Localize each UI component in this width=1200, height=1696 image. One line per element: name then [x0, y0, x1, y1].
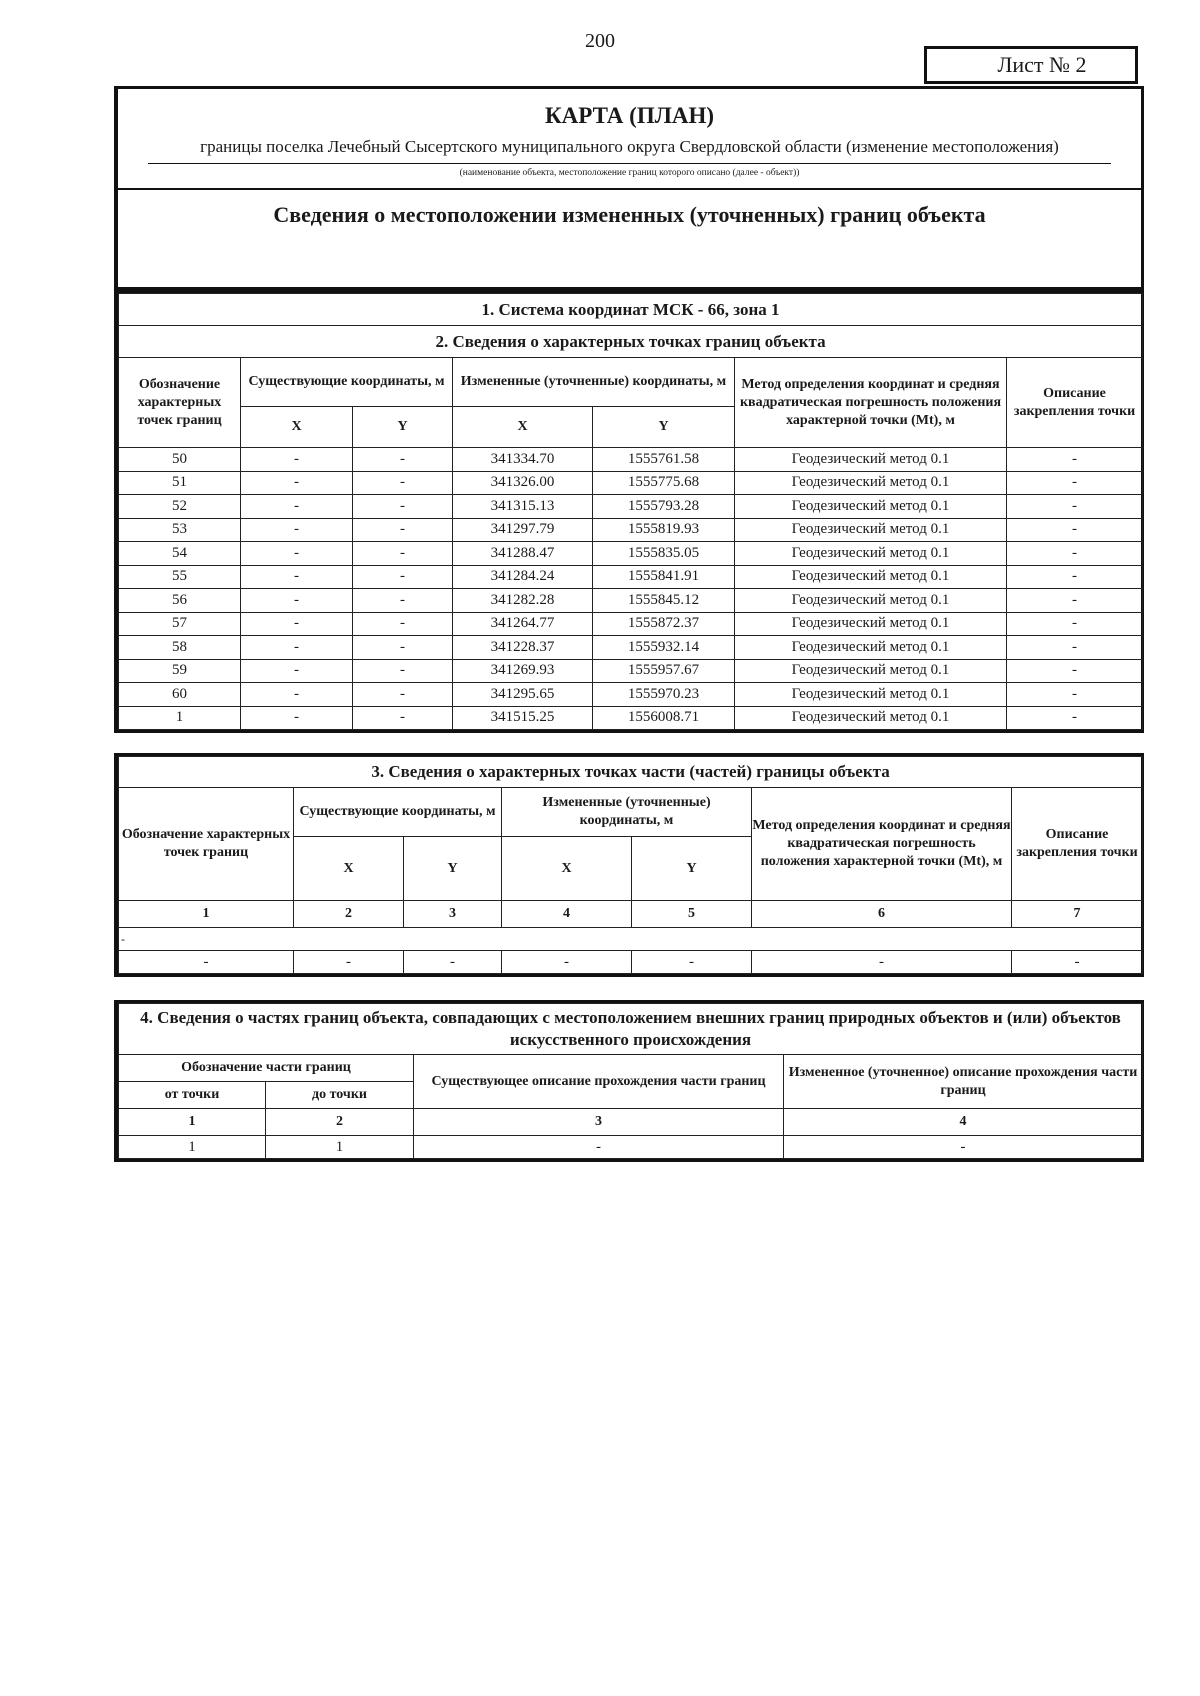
table-cell: -	[1007, 518, 1143, 542]
section-title: Сведения о местоположении измененных (уточненных) границ объекта	[273, 202, 986, 227]
table-cell: -	[1007, 471, 1143, 495]
table-cell: Геодезический метод 0.1	[735, 589, 1007, 613]
table-cell: -	[241, 565, 353, 589]
table-cell: 1555932.14	[593, 636, 735, 660]
table-cell: Геодезический метод 0.1	[735, 565, 1007, 589]
header-changed-y: Y	[632, 837, 752, 901]
object-name: границы поселка Лечебный Сысертского муниципального округа Свердловской области (изменение местоположения)	[200, 137, 1059, 156]
header-method: Метод определения координат и средняя квадратическая погрешность положения характерной точки (Mt), м	[735, 358, 1007, 448]
table-cell: -	[784, 1136, 1143, 1159]
table-cell: 341269.93	[453, 659, 593, 683]
column-number: 4	[502, 901, 632, 928]
table-cell: -	[241, 683, 353, 707]
table-cell: -	[353, 471, 453, 495]
table-cell: 59	[119, 659, 241, 683]
table-cell: -	[1007, 683, 1143, 707]
table-cell: 60	[119, 683, 241, 707]
table-cell: 1555775.68	[593, 471, 735, 495]
coordinate-system: 1. Система координат МСК - 66, зона 1	[119, 294, 1143, 326]
column-number: 6	[752, 901, 1012, 928]
table-cell: 1	[119, 706, 241, 730]
table-row	[119, 495, 1143, 519]
table-cell: -	[1007, 565, 1143, 589]
header-existing-description: Существующее описание прохождения части границ	[414, 1055, 784, 1109]
table-section-title: 2. Сведения о характерных точках границ объекта	[119, 326, 1143, 358]
table-cell: -	[241, 542, 353, 566]
table-cell: -	[241, 659, 353, 683]
table-row	[119, 589, 1143, 613]
table-cell: -	[353, 706, 453, 730]
table-cell: -	[241, 706, 353, 730]
column-number: 3	[414, 1109, 784, 1136]
table-cell: -	[353, 612, 453, 636]
table-row	[119, 448, 1143, 472]
table-section-title: 4. Сведения о частях границ объекта, совпадающих с местоположением внешних границ природных объектов и (или) объектов искусственного происхождения	[119, 1004, 1143, 1055]
table-cell: 341228.37	[453, 636, 593, 660]
table-cell: -	[1007, 612, 1143, 636]
table-cell: -	[353, 659, 453, 683]
table-cell: -	[1007, 706, 1143, 730]
table-cell: 341326.00	[453, 471, 593, 495]
table-cell: -	[353, 636, 453, 660]
table-cell: 58	[119, 636, 241, 660]
part-points-table-frame	[114, 753, 1144, 977]
header-existing-coords: Существующие координаты, м	[294, 788, 502, 837]
table-cell: Геодезический метод 0.1	[735, 518, 1007, 542]
table-cell: 1555761.58	[593, 448, 735, 472]
table-cell: 52	[119, 495, 241, 519]
table-row	[119, 683, 1143, 707]
table-cell: -	[353, 448, 453, 472]
sheet-number-box	[924, 46, 1138, 84]
table-cell: -	[241, 589, 353, 613]
table-cell: 54	[119, 542, 241, 566]
table-cell: -	[119, 951, 294, 974]
table-row	[119, 542, 1143, 566]
table-cell: Геодезический метод 0.1	[735, 706, 1007, 730]
header-changed-coords: Измененные (уточненные) координаты, м	[453, 358, 735, 407]
table-cell: 1555835.05	[593, 542, 735, 566]
table-cell: -	[1007, 636, 1143, 660]
object-name-underline	[148, 163, 1111, 164]
table-cell: 56	[119, 589, 241, 613]
table-cell: 341284.24	[453, 565, 593, 589]
table-cell: Геодезический метод 0.1	[735, 636, 1007, 660]
column-number: 4	[784, 1109, 1143, 1136]
header-method: Метод определения координат и средняя квадратическая погрешность положения характерной точки (Mt), м	[752, 788, 1012, 901]
table-cell: -	[353, 683, 453, 707]
table-cell: 1555845.12	[593, 589, 735, 613]
table-cell: Геодезический метод 0.1	[735, 612, 1007, 636]
table-cell: -	[241, 448, 353, 472]
header-changed-coords: Измененные (уточненные) координаты, м	[502, 788, 752, 837]
table-cell: -	[353, 565, 453, 589]
table-row	[119, 706, 1143, 730]
table-cell: 1555872.37	[593, 612, 735, 636]
table-cell: 1555841.91	[593, 565, 735, 589]
header-description: Описание закрепления точки	[1012, 788, 1143, 901]
boundary-points-table	[118, 293, 1143, 730]
header-changed-x: X	[502, 837, 632, 901]
table-cell: 57	[119, 612, 241, 636]
table-cell: 55	[119, 565, 241, 589]
column-number: 5	[632, 901, 752, 928]
table-cell: 341315.13	[453, 495, 593, 519]
table-cell: Геодезический метод 0.1	[735, 471, 1007, 495]
header-existing-x: X	[294, 837, 404, 901]
table-cell: Геодезический метод 0.1	[735, 448, 1007, 472]
table-cell: -	[1012, 951, 1143, 974]
table-cell: Геодезический метод 0.1	[735, 683, 1007, 707]
table-cell: -	[241, 636, 353, 660]
header-existing-y: Y	[353, 407, 453, 448]
header-point: Обозначение характерных точек границ	[119, 358, 241, 448]
column-number: 1	[119, 1109, 266, 1136]
map-header	[114, 86, 1144, 290]
table-cell: 50	[119, 448, 241, 472]
table-cell: -	[353, 518, 453, 542]
table-cell: -	[752, 951, 1012, 974]
table-cell: -	[353, 589, 453, 613]
table-cell: -	[241, 495, 353, 519]
table-cell: -	[1007, 495, 1143, 519]
table-cell: 1556008.71	[593, 706, 735, 730]
table-cell: -	[353, 495, 453, 519]
table-cell: 341282.28	[453, 589, 593, 613]
header-existing-y: Y	[404, 837, 502, 901]
header-point: Обозначение характерных точек границ	[119, 788, 294, 901]
table-cell: 1555970.23	[593, 683, 735, 707]
table-row	[119, 471, 1143, 495]
object-name-caption: (наименование объекта, местоположение границ которого описано (далее - объект))	[459, 168, 800, 178]
header-divider	[118, 188, 1141, 190]
table-cell: 1555793.28	[593, 495, 735, 519]
natural-boundary-table-frame	[114, 1000, 1144, 1162]
table-cell: -	[241, 612, 353, 636]
header-changed-x: X	[453, 407, 593, 448]
part-points-table	[118, 756, 1143, 974]
table-cell: 341334.70	[453, 448, 593, 472]
header-existing-x: X	[241, 407, 353, 448]
table-cell: 341264.77	[453, 612, 593, 636]
header-to-point: до точки	[266, 1082, 414, 1109]
table-cell: -	[1007, 589, 1143, 613]
natural-boundary-table	[118, 1003, 1143, 1159]
column-number: 3	[404, 901, 502, 928]
table-cell: Геодезический метод 0.1	[735, 659, 1007, 683]
table-cell: Геодезический метод 0.1	[735, 542, 1007, 566]
table-cell: -	[241, 471, 353, 495]
sheet-label: Лист № 2	[997, 52, 1087, 77]
header-changed-description: Измененное (уточненное) описание прохождения части границ	[784, 1055, 1143, 1109]
header-from-point: от точки	[119, 1082, 266, 1109]
column-number: 2	[294, 901, 404, 928]
table-row	[119, 659, 1143, 683]
table-cell: -	[502, 951, 632, 974]
table-section-title: 3. Сведения о характерных точках части (частей) границы объекта	[119, 757, 1143, 788]
table-cell: 341295.65	[453, 683, 593, 707]
table-cell: 51	[119, 471, 241, 495]
page-number: 200	[585, 30, 615, 52]
column-number: 2	[266, 1109, 414, 1136]
table-cell: -	[294, 951, 404, 974]
boundary-points-table-frame	[114, 290, 1144, 733]
header-description: Описание закрепления точки	[1007, 358, 1143, 448]
header-changed-y: Y	[593, 407, 735, 448]
table-cell: 1555819.93	[593, 518, 735, 542]
column-number: 7	[1012, 901, 1143, 928]
header-existing-coords: Существующие координаты, м	[241, 358, 453, 407]
table-cell: 1	[119, 1136, 266, 1159]
table-cell: 341515.25	[453, 706, 593, 730]
table-cell: -	[353, 542, 453, 566]
header-part: Обозначение части границ	[119, 1055, 414, 1082]
table-cell: -	[404, 951, 502, 974]
table-cell: 341288.47	[453, 542, 593, 566]
table-cell: -	[632, 951, 752, 974]
table-row	[119, 565, 1143, 589]
table-cell: -	[1007, 659, 1143, 683]
column-number: 1	[119, 901, 294, 928]
table-cell: -	[414, 1136, 784, 1159]
table-cell: Геодезический метод 0.1	[735, 495, 1007, 519]
table-cell: -	[1007, 542, 1143, 566]
table-row	[119, 612, 1143, 636]
table-cell: 1555957.67	[593, 659, 735, 683]
table-row	[119, 518, 1143, 542]
map-title: КАРТА (ПЛАН)	[544, 103, 715, 128]
table-cell: -	[1007, 448, 1143, 472]
table-cell: 341297.79	[453, 518, 593, 542]
blank-row: -	[119, 928, 1143, 951]
table-cell: -	[241, 518, 353, 542]
table-cell: 1	[266, 1136, 414, 1159]
table-row	[119, 636, 1143, 660]
table-cell: 53	[119, 518, 241, 542]
